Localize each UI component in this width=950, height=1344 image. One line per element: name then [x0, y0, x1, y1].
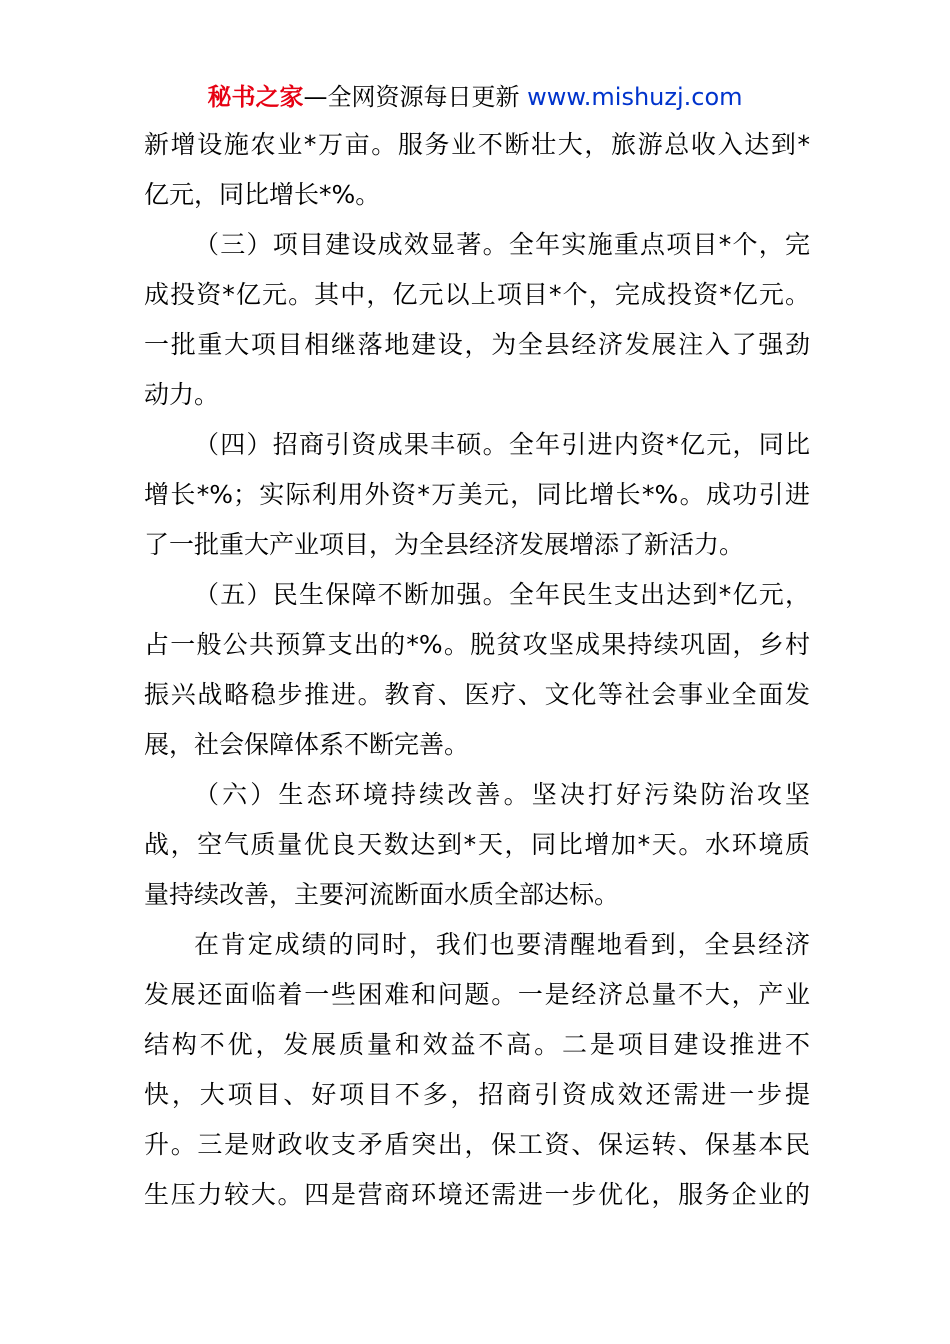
text-line: （四）招商引资成果丰硕。全年引进内资*亿元，同比	[194, 430, 810, 459]
text-line: （五）民生保障不断加强。全年民生支出达到*亿元，	[194, 580, 810, 609]
text-line: 量持续改善，主要河流断面水质全部达标。	[144, 880, 620, 909]
text-line: 结构不优，发展质量和效益不高。二是项目建设推进不	[144, 1030, 810, 1059]
text-line: 新增设施农业*万亩。服务业不断壮大，旅游总收入达到*	[144, 130, 810, 159]
text-line: 成投资*亿元。其中，亿元以上项目*个，完成投资*亿元。	[144, 280, 810, 309]
document-body	[144, 120, 810, 1220]
text-line: 增长*%；实际利用外资*万美元，同比增长*%。成功引进	[144, 480, 810, 509]
text-line: 占一般公共预算支出的*%。脱贫攻坚成果持续巩固，乡村	[144, 630, 810, 659]
text-line: 展，社会保障体系不断完善。	[144, 730, 470, 759]
site-header	[0, 80, 950, 114]
text-line: 亿元，同比增长*%。	[144, 180, 381, 209]
text-line: 了一批重大产业项目，为全县经济发展增添了新活力。	[144, 530, 745, 559]
text-line: 升。三是财政收支矛盾突出，保工资、保运转、保基本民	[144, 1130, 810, 1159]
text-line: 振兴战略稳步推进。教育、医疗、文化等社会事业全面发	[144, 680, 810, 709]
text-line: 动力。	[144, 380, 220, 409]
site-brand: 秘书之家	[207, 83, 304, 111]
text-line: （三）项目建设成效显著。全年实施重点项目*个，完	[194, 230, 810, 259]
site-tagline: —全网资源每日更新	[303, 83, 528, 111]
text-line: 战，空气质量优良天数达到*天，同比增加*天。水环境质	[144, 830, 810, 859]
text-line: 在肯定成绩的同时，我们也要清醒地看到，全县经济	[194, 930, 810, 959]
text-line: 生压力较大。四是营商环境还需进一步优化，服务企业的	[144, 1180, 810, 1209]
text-line: 发展还面临着一些困难和问题。一是经济总量不大，产业	[144, 980, 810, 1009]
text-line: 快，大项目、好项目不多，招商引资成效还需进一步提	[144, 1080, 810, 1109]
text-line: （六）生态环境持续改善。坚决打好污染防治攻坚	[194, 780, 810, 809]
text-line: 一批重大项目相继落地建设，为全县经济发展注入了强劲	[144, 330, 810, 359]
site-url-link[interactable]: www.mishuzj.com	[527, 83, 743, 111]
